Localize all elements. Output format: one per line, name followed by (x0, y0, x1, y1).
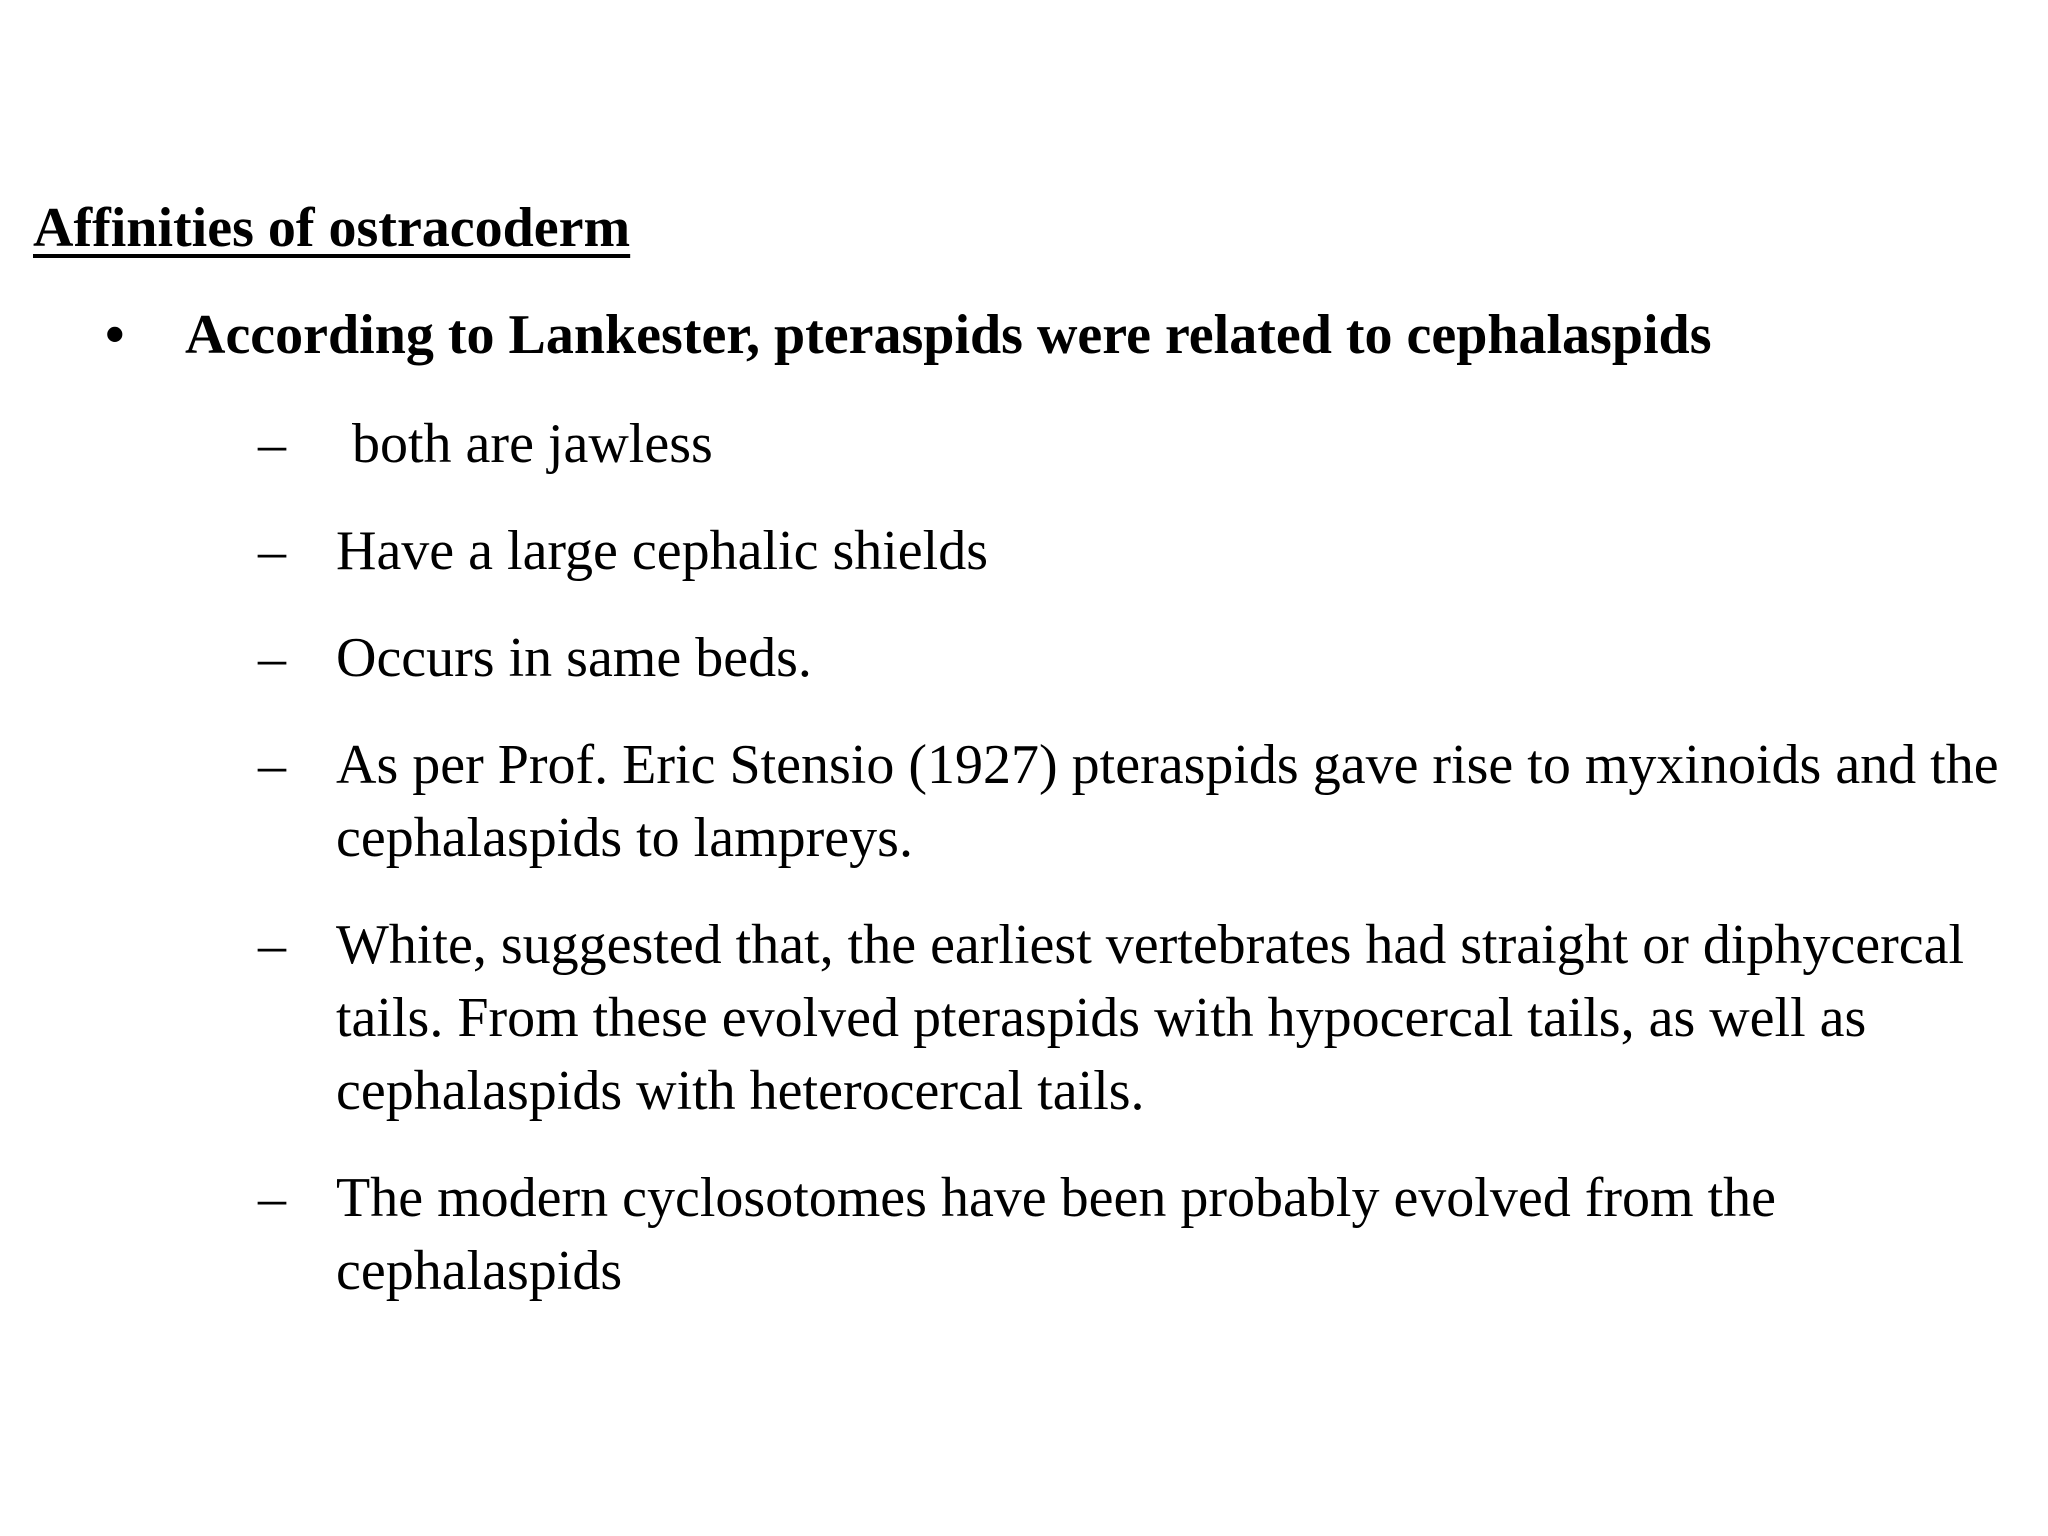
bullet-icon: • (105, 304, 125, 366)
sub-point (258, 909, 2028, 1128)
sub-point-text: both are jawless (352, 413, 713, 475)
sub-point-text: Occurs in same beds. (336, 627, 812, 689)
dash-icon: – (258, 413, 286, 475)
sub-point-text: Have a large cephalic shields (336, 520, 989, 582)
sub-point-text: As per Prof. Eric Stensio (1927) pteraspids gave rise to myxinoids and the cephalaspids to lampreys. (336, 734, 1999, 869)
sub-point-list (258, 408, 2028, 1342)
sub-point (258, 408, 2028, 481)
dash-icon: – (258, 914, 286, 976)
sub-point (258, 1162, 2028, 1308)
dash-icon: – (258, 520, 286, 582)
sub-point (258, 515, 2028, 588)
sub-point (258, 729, 2028, 875)
dash-icon: – (258, 1167, 286, 1229)
sub-point-text: White, suggested that, the earliest vertebrates had straight or diphycercal tails. From these evolved pteraspids with hypocercal tails, as well as cephalaspids with heterocercal tails. (336, 914, 1965, 1122)
sub-point-text: The modern cyclosotomes have been probably evolved from the cephalaspids (336, 1167, 1776, 1302)
main-bullet-text: According to Lankester, pteraspids were related to cephalaspids (185, 304, 1712, 366)
dash-icon: – (258, 734, 286, 796)
sub-point (258, 622, 2028, 695)
slide-heading: Affinities of ostracoderm (33, 197, 631, 259)
dash-icon: – (258, 627, 286, 689)
